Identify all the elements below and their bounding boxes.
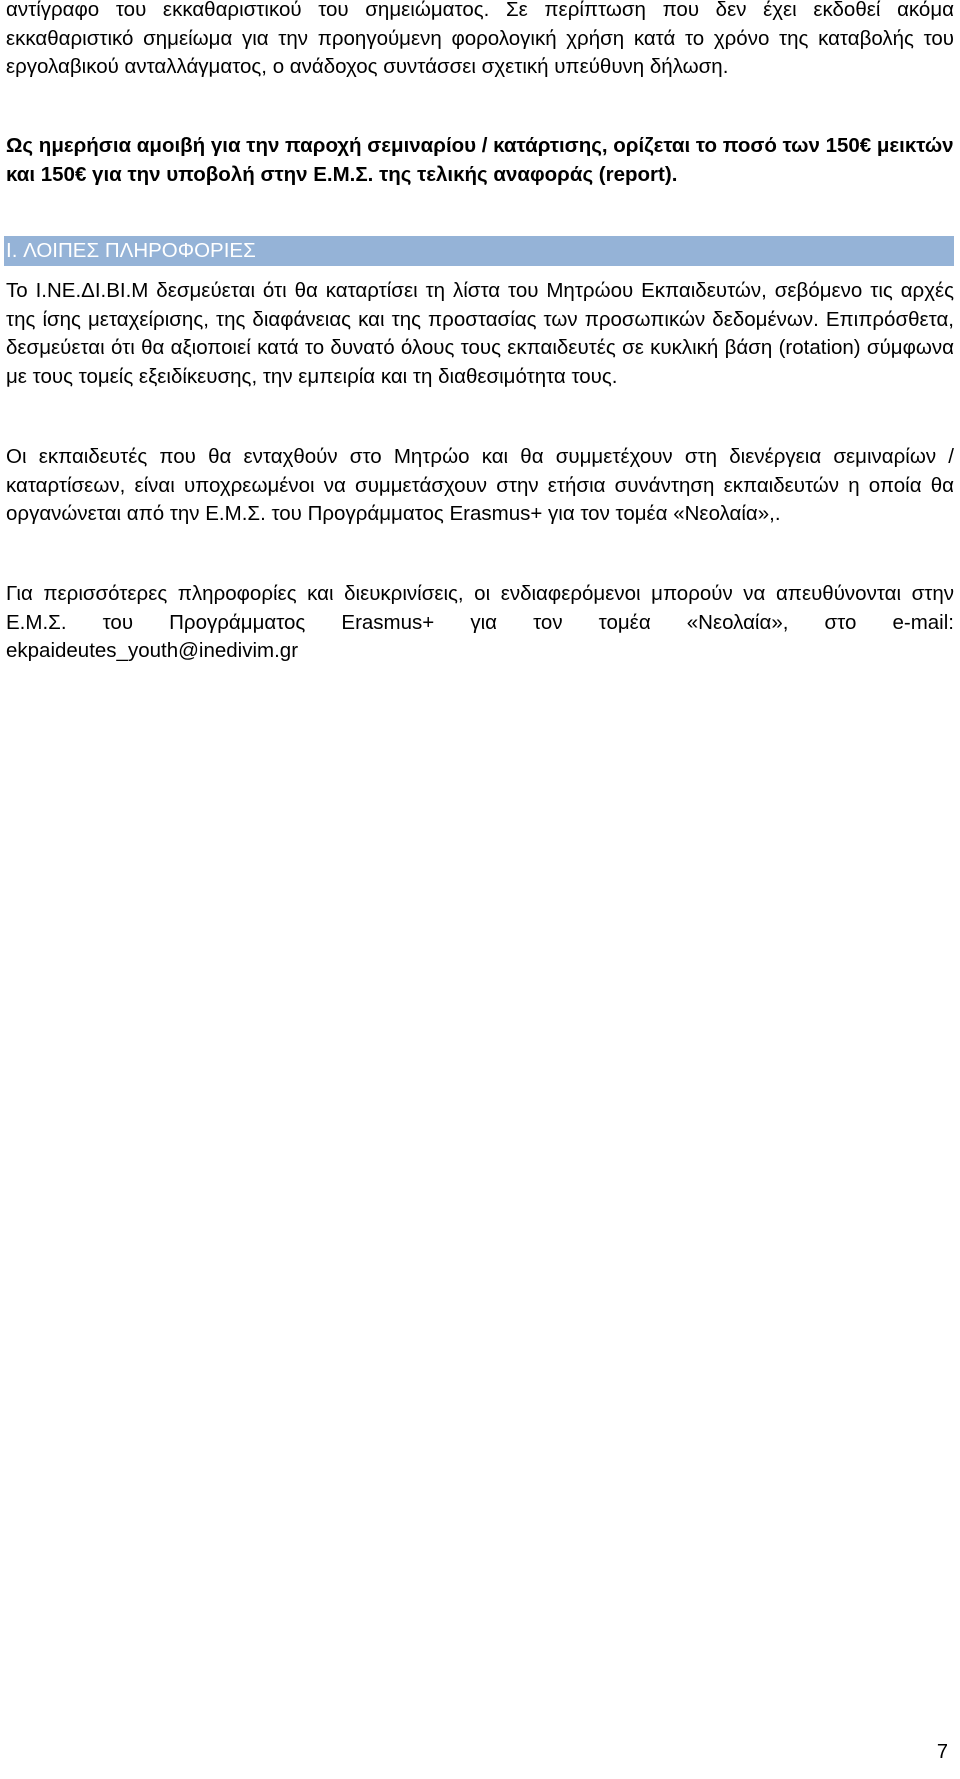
paragraph-trainers-registry: Το Ι.ΝΕ.ΔΙ.ΒΙ.Μ δεσμεύεται ότι θα καταρτίσει τη λίστα του Μητρώου Εκπαιδευτών, σεβόμενο τις αρχές της ίσης μεταχείρισης, της διαφάνειας και της προστασίας των προσωπικών δεδομένων. Επιπρόσθετα, δεσμεύεται ότι θα αξιοποιεί κατά το δυνατό όλους τους εκπαιδευτές σε κυκλική βάση (rotation) σύμφωνα με τους τομείς εξειδίκευσης, την εμπειρία και τη διαθεσιμότητα τους. [6, 279, 954, 388]
section-heading-other-info: I. ΛΟΙΠΕΣ ΠΛΗΡΟΦΟΡΙΕΣ [4, 236, 954, 266]
paragraph-daily-fee: Ως ημερήσια αμοιβή για την παροχή σεμιναρίου / κατάρτισης, ορίζεται το ποσό των 150€ μεικτών και 150€ για την υποβολή στην Ε.Μ.Σ. της τελικής αναφοράς (report). [6, 134, 954, 186]
paragraph-annual-meeting: Οι εκπαιδευτές που θα ενταχθούν στο Μητρώο και θα συμμετέχουν στη διενέργεια σεμιναρίων / καταρτίσεων, είναι υποχρεωμένοι να συμμετάσχουν στην ετήσια συνάντηση εκπαιδευτών η οποία θα οργανώνεται από την Ε.Μ.Σ. του Προγράμματος Erasmus+ για τον τομέα «Νεολαία»,. [6, 445, 954, 525]
paragraph-tax-statement: αντίγραφο του εκκαθαριστικού του σημειώματος. Σε περίπτωση που δεν έχει εκδοθεί ακόμα εκκαθαριστικό σημείωμα για την προηγούμενη φορολογική χρήση κατά το χρόνο της καταβολής του εργολαβικού ανταλλάγματος, ο ανάδοχος συντάσσει σχετική υπεύθυνη δήλωση. [6, 0, 954, 78]
paragraph-contact-info: Για περισσότερες πληροφορίες και διευκρινίσεις, οι ενδιαφερόμενοι μπορούν να απευθύνονται στην Ε.Μ.Σ. του Προγράμματος Erasmus+ για τον τομέα «Νεολαία», στο e-mail: ekpaideutes_youth@inedivim.gr [6, 582, 954, 662]
page-number: 7 [936, 1741, 948, 1763]
